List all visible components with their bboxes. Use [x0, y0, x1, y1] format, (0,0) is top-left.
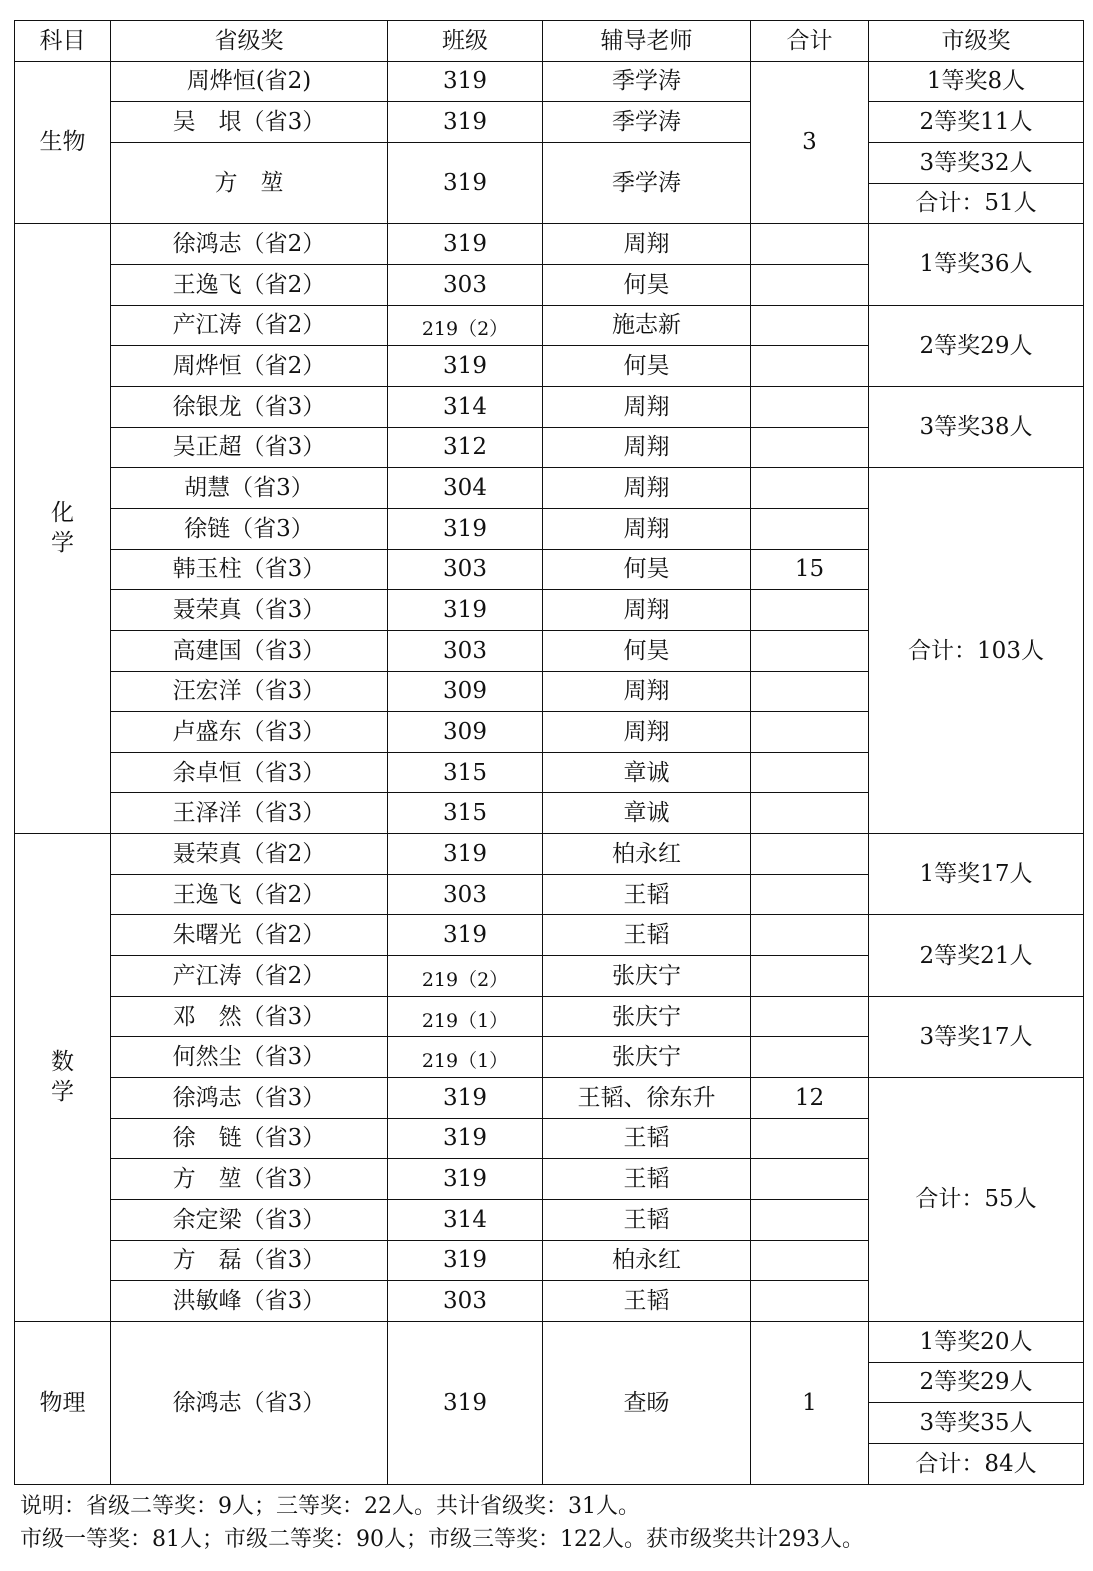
total-cell	[751, 386, 869, 427]
teacher-cell: 柏永红	[543, 1240, 751, 1281]
class-cell: 303	[388, 264, 543, 305]
table-row	[15, 996, 1084, 1037]
total-math: 12	[751, 1078, 869, 1119]
award-table	[14, 20, 1084, 1485]
total-biology: 3	[751, 61, 869, 224]
teacher-cell: 周翔	[543, 590, 751, 631]
teacher-cell: 季学涛	[543, 61, 751, 102]
student-name: 王逸飞（省2）	[111, 264, 388, 305]
class-cell: 319	[388, 102, 543, 143]
class-cell: 319	[388, 915, 543, 956]
table-row	[15, 61, 1084, 102]
student-name: 周烨恒（省2）	[111, 346, 388, 387]
total-cell	[751, 1240, 869, 1281]
class-cell: 303	[388, 549, 543, 590]
city-award: 3等奖32人	[869, 142, 1084, 183]
total-cell	[751, 752, 869, 793]
class-cell: 314	[388, 1200, 543, 1241]
class-cell: 319	[388, 1159, 543, 1200]
teacher-cell: 周翔	[543, 712, 751, 753]
total-cell	[751, 1200, 869, 1241]
class-cell: 303	[388, 630, 543, 671]
teacher-cell: 周翔	[543, 386, 751, 427]
teacher-cell: 王韬	[543, 1281, 751, 1322]
student-name: 韩玉柱（省3）	[111, 549, 388, 590]
teacher-cell: 张庆宁	[543, 1037, 751, 1078]
class-cell: 319	[388, 508, 543, 549]
class-cell: 319	[388, 1240, 543, 1281]
header-class: 班级	[388, 21, 543, 62]
class-cell: 314	[388, 386, 543, 427]
student-name: 徐鸿志（省3）	[111, 1322, 388, 1485]
subject-char: 学	[51, 1078, 74, 1105]
note-line-2: 市级一等奖：81人；市级二等奖：90人；市级三等奖：122人。获市级奖共计293人。	[20, 1527, 864, 1552]
student-name: 吴正超（省3）	[111, 427, 388, 468]
teacher-cell: 季学涛	[543, 102, 751, 143]
class-cell: 315	[388, 752, 543, 793]
city-award: 2等奖29人	[869, 305, 1084, 386]
total-cell	[751, 1118, 869, 1159]
class-cell: 303	[388, 874, 543, 915]
total-cell	[751, 264, 869, 305]
table-row	[15, 915, 1084, 956]
student-name: 方 磊（省3）	[111, 1240, 388, 1281]
total-cell	[751, 590, 869, 631]
class-cell: 219（2）	[388, 305, 543, 346]
city-award: 2等奖29人	[869, 1362, 1084, 1403]
total-cell	[751, 834, 869, 875]
total-cell	[751, 915, 869, 956]
class-cell: 303	[388, 1281, 543, 1322]
teacher-cell: 王韬、徐东升	[543, 1078, 751, 1119]
teacher-cell: 施志新	[543, 305, 751, 346]
teacher-cell: 王韬	[543, 1200, 751, 1241]
header-city: 市级奖	[869, 21, 1084, 62]
teacher-cell: 何昊	[543, 630, 751, 671]
teacher-cell: 王韬	[543, 915, 751, 956]
student-name: 洪敏峰（省3）	[111, 1281, 388, 1322]
class-cell: 309	[388, 712, 543, 753]
student-name: 胡慧（省3）	[111, 468, 388, 509]
student-name: 方 堃	[111, 142, 388, 223]
student-name: 吴 垠（省3）	[111, 102, 388, 143]
teacher-cell: 王韬	[543, 874, 751, 915]
student-name: 王逸飞（省2）	[111, 874, 388, 915]
total-cell	[751, 346, 869, 387]
student-name: 徐银龙（省3）	[111, 386, 388, 427]
table-row	[15, 102, 1084, 143]
table-row	[15, 305, 1084, 346]
city-award: 3等奖38人	[869, 386, 1084, 467]
city-total: 合计：55人	[869, 1078, 1084, 1322]
city-total: 合计：84人	[869, 1443, 1084, 1484]
total-cell	[751, 1281, 869, 1322]
student-name: 徐鸿志（省2）	[111, 224, 388, 265]
class-cell: 312	[388, 427, 543, 468]
student-name: 余定梁（省3）	[111, 1200, 388, 1241]
teacher-cell: 王韬	[543, 1118, 751, 1159]
subject-char: 化	[51, 499, 74, 526]
class-cell: 319	[388, 834, 543, 875]
teacher-cell: 何昊	[543, 346, 751, 387]
subject-char: 数	[51, 1048, 74, 1075]
student-name: 汪宏洋（省3）	[111, 671, 388, 712]
student-name: 邓 然（省3）	[111, 996, 388, 1037]
student-name: 徐 链（省3）	[111, 1118, 388, 1159]
total-cell	[751, 671, 869, 712]
total-cell	[751, 630, 869, 671]
class-cell: 319	[388, 1078, 543, 1119]
city-total: 合计：103人	[869, 468, 1084, 834]
total-cell	[751, 427, 869, 468]
class-cell: 319	[388, 346, 543, 387]
class-cell: 319	[388, 1118, 543, 1159]
total-cell	[751, 1037, 869, 1078]
city-award: 1等奖17人	[869, 834, 1084, 915]
class-cell: 319	[388, 61, 543, 102]
city-award: 1等奖8人	[869, 61, 1084, 102]
total-cell	[751, 712, 869, 753]
student-name: 产江涛（省2）	[111, 956, 388, 997]
table-row	[15, 468, 1084, 509]
student-name: 产江涛（省2）	[111, 305, 388, 346]
total-cell	[751, 956, 869, 997]
student-name: 余卓恒（省3）	[111, 752, 388, 793]
class-cell: 319	[388, 590, 543, 631]
class-cell: 219（2）	[388, 956, 543, 997]
table-row	[15, 1322, 1084, 1363]
city-award: 3等奖35人	[869, 1403, 1084, 1444]
total-cell	[751, 305, 869, 346]
header-teacher: 辅导老师	[543, 21, 751, 62]
header-subject: 科目	[15, 21, 111, 62]
total-cell	[751, 508, 869, 549]
class-cell: 219（1）	[388, 996, 543, 1037]
city-award: 1等奖20人	[869, 1322, 1084, 1363]
student-name: 聂荣真（省3）	[111, 590, 388, 631]
student-name: 聂荣真（省2）	[111, 834, 388, 875]
class-cell: 304	[388, 468, 543, 509]
table-row	[15, 386, 1084, 427]
subject-physics: 物理	[15, 1322, 111, 1485]
city-award: 3等奖17人	[869, 996, 1084, 1077]
class-cell: 319	[388, 224, 543, 265]
class-cell: 319	[388, 142, 543, 223]
header-provincial: 省级奖	[111, 21, 388, 62]
teacher-cell: 周翔	[543, 468, 751, 509]
class-cell: 219（1）	[388, 1037, 543, 1078]
teacher-cell: 章诚	[543, 793, 751, 834]
teacher-cell: 查旸	[543, 1322, 751, 1485]
student-name: 徐鸿志（省3）	[111, 1078, 388, 1119]
teacher-cell: 周翔	[543, 224, 751, 265]
teacher-cell: 张庆宁	[543, 956, 751, 997]
teacher-cell: 何昊	[543, 264, 751, 305]
subject-math	[15, 834, 111, 1322]
total-cell	[751, 468, 869, 509]
city-award: 2等奖11人	[869, 102, 1084, 143]
class-cell: 315	[388, 793, 543, 834]
student-name: 徐链（省3）	[111, 508, 388, 549]
student-name: 朱曙光（省2）	[111, 915, 388, 956]
total-cell	[751, 793, 869, 834]
total-chemistry: 15	[751, 549, 869, 590]
teacher-cell: 章诚	[543, 752, 751, 793]
student-name: 卢盛东（省3）	[111, 712, 388, 753]
teacher-cell: 何昊	[543, 549, 751, 590]
student-name: 高建国（省3）	[111, 630, 388, 671]
student-name: 方 堃（省3）	[111, 1159, 388, 1200]
class-cell: 309	[388, 671, 543, 712]
total-cell	[751, 224, 869, 265]
city-award: 1等奖36人	[869, 224, 1084, 305]
teacher-cell: 柏永红	[543, 834, 751, 875]
total-cell	[751, 996, 869, 1037]
teacher-cell: 季学涛	[543, 142, 751, 223]
total-physics: 1	[751, 1322, 869, 1485]
table-row	[15, 1078, 1084, 1119]
notes	[20, 1490, 864, 1556]
teacher-cell: 周翔	[543, 671, 751, 712]
header-total: 合计	[751, 21, 869, 62]
subject-char: 学	[51, 529, 74, 556]
subject-biology: 生物	[15, 61, 111, 224]
total-cell	[751, 1159, 869, 1200]
header-row	[15, 21, 1084, 62]
student-name: 何然尘（省3）	[111, 1037, 388, 1078]
table-row	[15, 142, 1084, 183]
city-total: 合计：51人	[869, 183, 1084, 224]
teacher-cell: 张庆宁	[543, 996, 751, 1037]
total-cell	[751, 874, 869, 915]
subject-chemistry	[15, 224, 111, 834]
student-name: 王泽洋（省3）	[111, 793, 388, 834]
student-name: 周烨恒(省2)	[111, 61, 388, 102]
teacher-cell: 周翔	[543, 508, 751, 549]
table-row	[15, 224, 1084, 265]
note-line-1: 说明：省级二等奖：9人；三等奖：22人。共计省级奖：31人。	[20, 1494, 640, 1519]
teacher-cell: 王韬	[543, 1159, 751, 1200]
table-row	[15, 834, 1084, 875]
city-award: 2等奖21人	[869, 915, 1084, 996]
class-cell: 319	[388, 1322, 543, 1485]
teacher-cell: 周翔	[543, 427, 751, 468]
